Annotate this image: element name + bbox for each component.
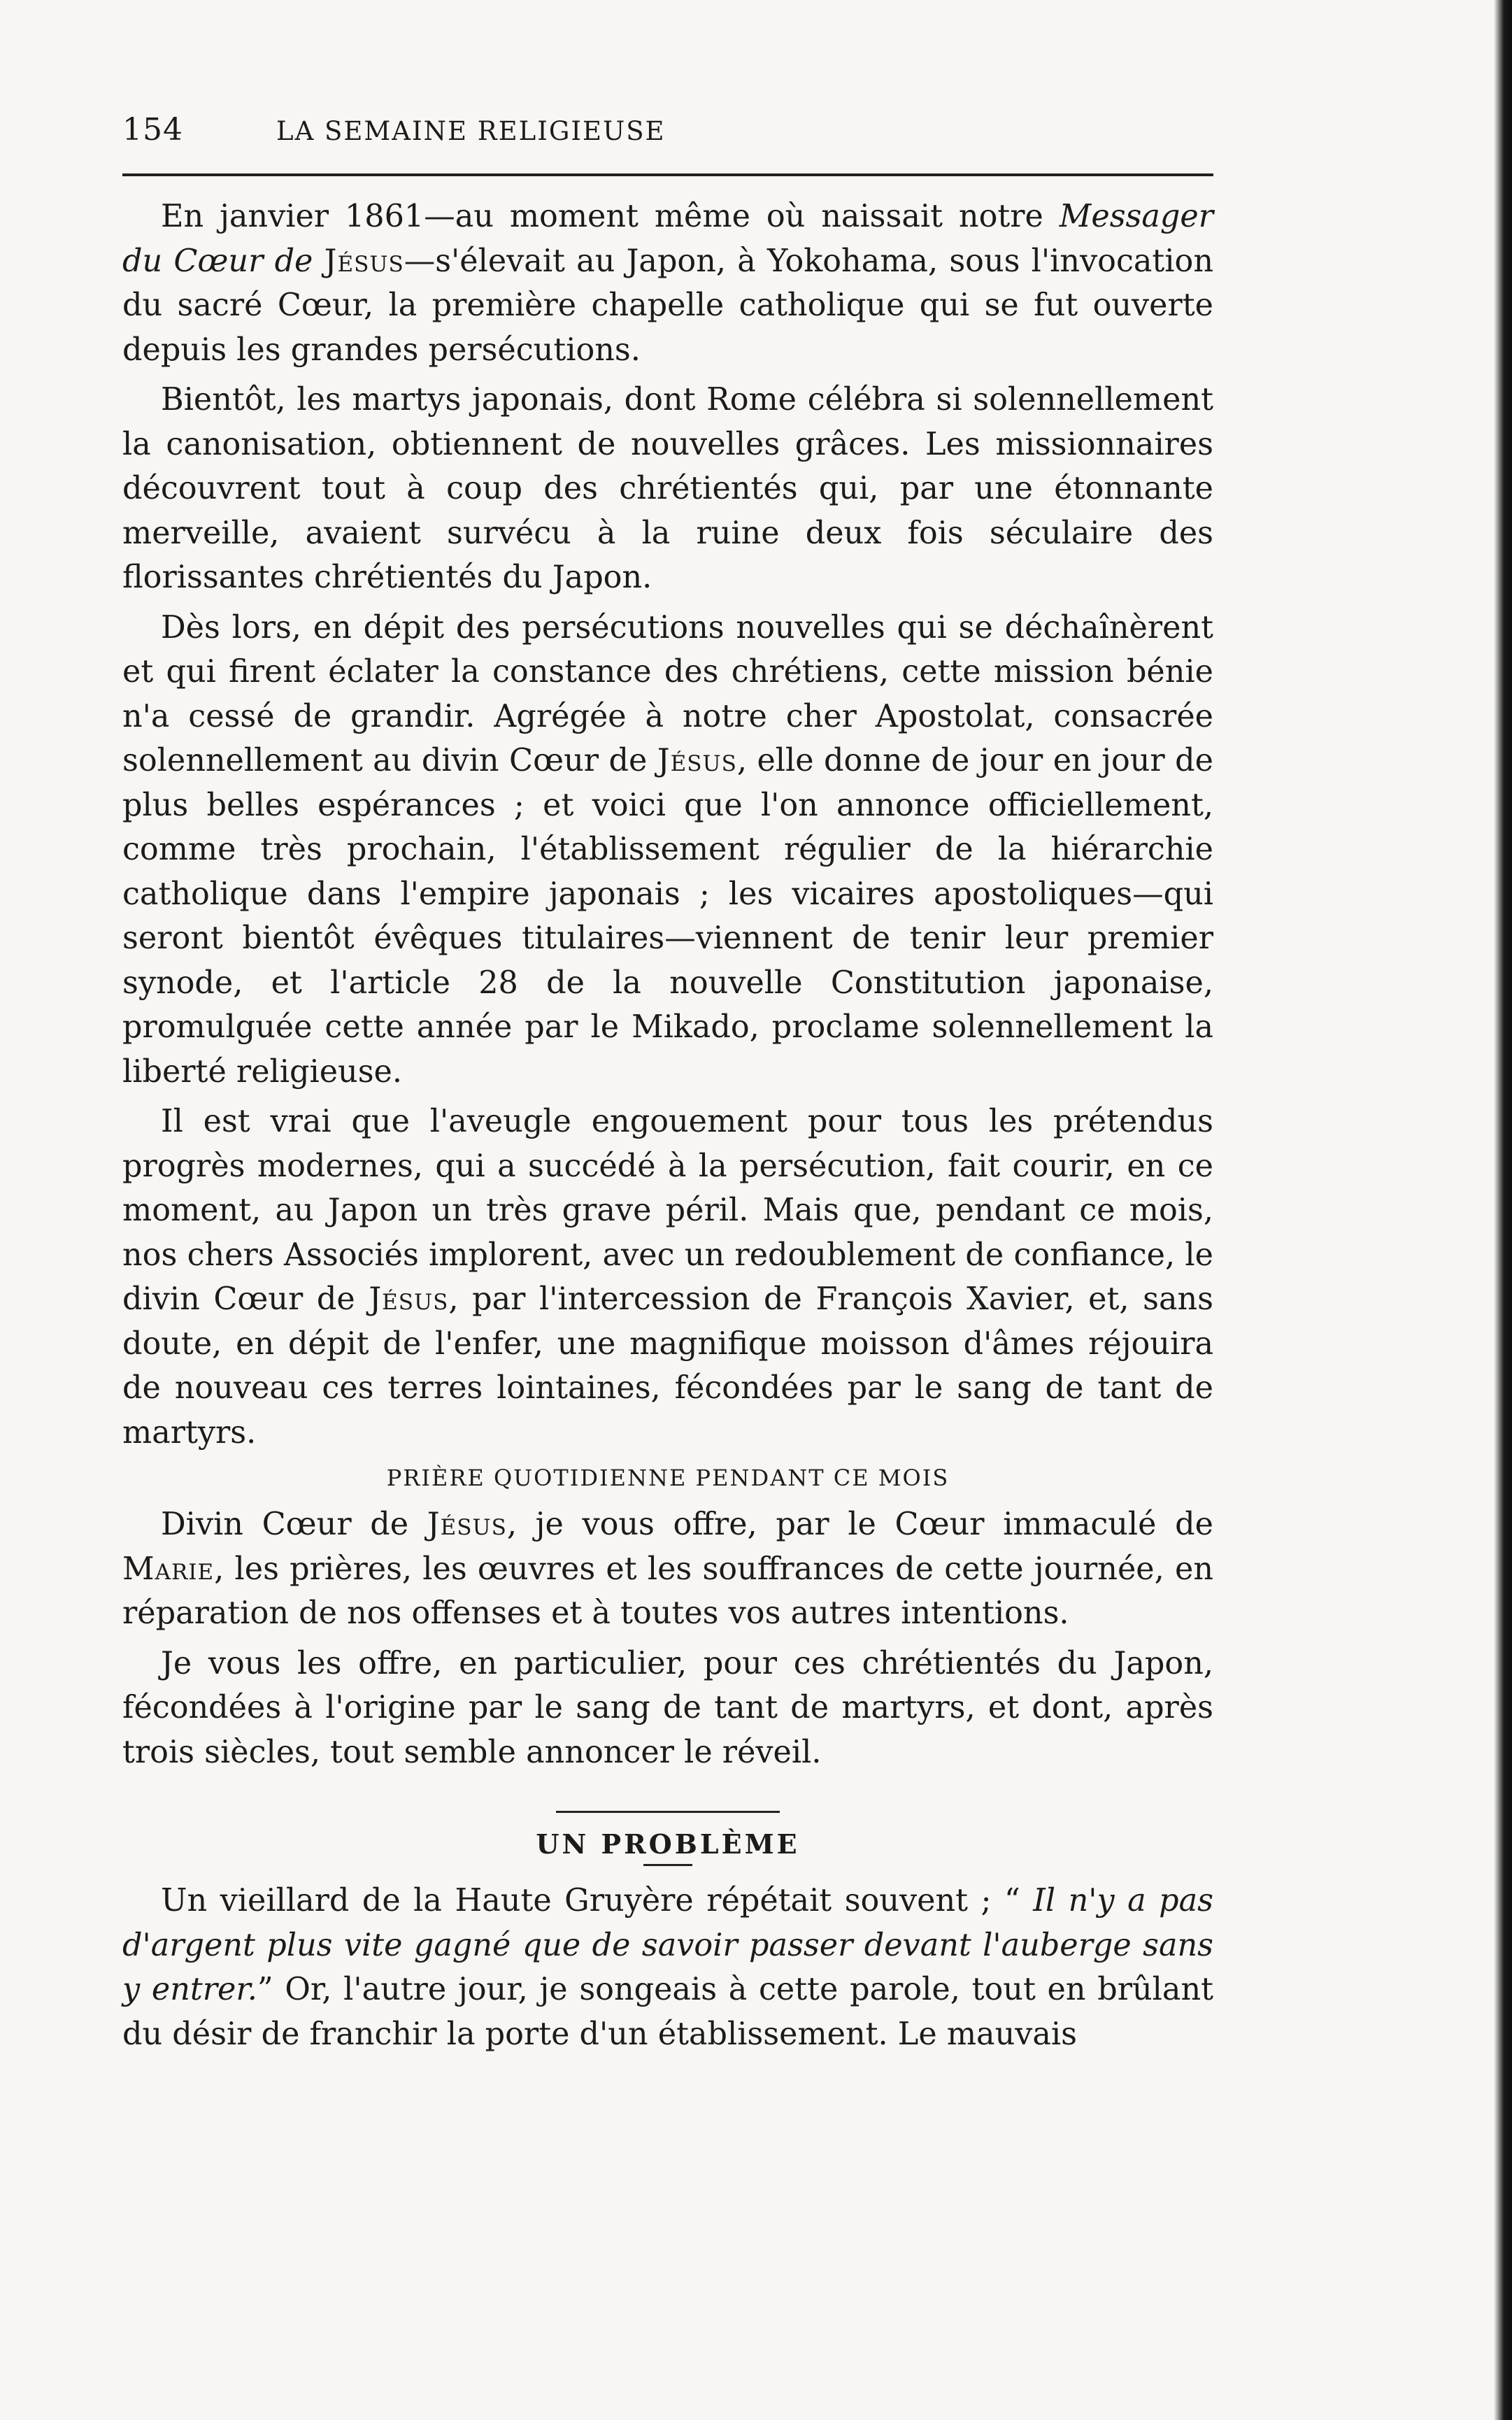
page-number: 154 [122, 112, 183, 148]
paragraph-1-text-b: —s'élevait au Japon, à Yokohama, sous l'invocation du sacré Cœur, la première chapelle catholique qui se fut ouverte depuis les grandes persécutions. [122, 243, 1213, 368]
prayer-paragraph-2: Je vous les offre, en particulier, pour ces chrétientés du Japon, fécondées à l'origine par le sang de tant de martyrs, et dont, après trois siècles, tout semble annoncer le réveil. [122, 1645, 1213, 1770]
prayer-paragraph-1-text-c: , les prières, les œuvres et les souffrances de cette journée, en réparation de nos offenses et à toutes vos autres intentions. [122, 1551, 1213, 1631]
prayer-paragraph-1-small-caps-1: Jésus [427, 1507, 507, 1542]
paragraph-3 [122, 606, 1213, 1095]
section-separator [556, 1811, 780, 1813]
prayer-paragraph-1 [122, 1502, 1213, 1636]
section-title-rule [643, 1864, 692, 1866]
paragraph-4-text-a: Il est vrai que l'aveugle engouement pour tous les prétendus progrès modernes, qui a succédé à la persécution, fait courir, en ce moment, au Japon un très grave péril. Mais que, pendant ce mois, nos chers Associés implorent, avec un redoublement de confiance, le divin Cœur de [122, 1104, 1213, 1317]
section-title: UN PROBLÈME [536, 1828, 800, 1860]
page [122, 112, 1213, 2062]
prayer-paragraph-1-text-a: Divin Cœur de [161, 1507, 427, 1542]
paragraph-2: Bientôt, les martys japonais, dont Rome célébra si solennellement la canonisation, obtiennent de nouvelles grâces. Les missionnaires découvrent tout à coup des chrétientés qui, par une étonnante merveille, avaient survécu à la ruine deux fois séculaire des florissantes chrétientés du Japon. [122, 382, 1213, 595]
section-paragraph-1 [122, 1879, 1213, 2056]
scan-edge-shadow [1494, 0, 1512, 2420]
prayer-heading: PRIÈRE QUOTIDIENNE PENDANT CE MOIS [386, 1465, 950, 1491]
header-rule [122, 173, 1213, 176]
paragraph-1-italic: Messager du Cœur de [122, 199, 1213, 279]
prayer-paragraph-1-text-b: , je vous offre, par le Cœur immaculé de [506, 1507, 1213, 1542]
prayer-paragraph-1-small-caps-2: Marie [122, 1551, 215, 1587]
paragraph-1-small-caps: Jésus [324, 243, 404, 279]
running-head [122, 112, 1213, 168]
paragraph-3-text-a: Dès lors, en dépit des persécutions nouvelles qui se déchaînèrent et qui firent éclater la constance des chrétiens, cette mission bénie n'a cessé de grandir. Agrégée à notre cher Apostolat, consacrée solennellement au divin Cœur de [122, 609, 1213, 778]
paragraph-3-text-b: , elle donne de jour en jour de plus belles espérances ; et voici que l'on annonce officiellement, comme très prochain, l'établissement régulier de la hiérarchie catholique dans l'empire japonais ; les vicaires apostoliques—qui seront bientôt évêques titulaires—viennent de tenir leur premier synode, et l'article 28 de la nouvelle Constitution japonaise, promulguée cette année par le Mikado, proclame solennellement la liberté religieuse. [122, 743, 1213, 1090]
running-title: LA SEMAINE RELIGIEUSE [276, 116, 666, 146]
paragraph-1-text-a: En janvier 1861—au moment même où naissait notre [161, 199, 1060, 234]
paragraph-3-small-caps: Jésus [657, 743, 737, 778]
paragraph-1 [122, 194, 1213, 372]
section-paragraph-1-italic: Il n'y a pas d'argent plus vite gagné que de savoir passer devant l'auberge sans y entrer. [122, 1883, 1213, 2007]
section-paragraph-1-text-b: ” Or, l'autre jour, je songeais à cette parole, tout en brûlant du désir de franchir la porte d'un établissement. Le mauvais [122, 1972, 1213, 2052]
section-paragraph-1-text-a: Un vieillard de la Haute Gruyère répétait souvent ; “ [161, 1883, 1034, 1919]
paragraph-4-text-b: , par l'intercession de François Xavier, et, sans doute, en dépit de l'enfer, une magnifique moisson d'âmes réjouira de nouveau ces terres lointaines, fécondées par le sang de tant de martyrs. [122, 1281, 1213, 1451]
paragraph-4 [122, 1099, 1213, 1455]
paragraph-4-small-caps: Jésus [369, 1281, 449, 1317]
